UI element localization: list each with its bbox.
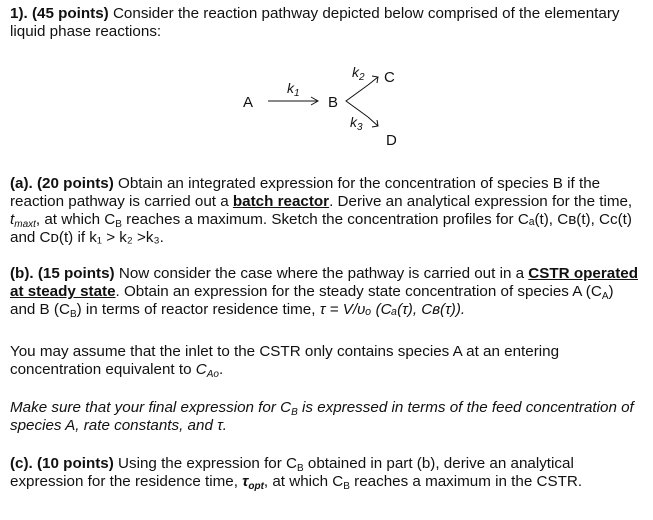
- part-c-text-3: , at which C: [263, 473, 344, 490]
- part-c-label: (c). (10 points): [10, 455, 114, 472]
- part-b-ca-sub: A: [601, 291, 609, 302]
- part-b-text-4: ) in terms of reactor residence time,: [76, 301, 320, 318]
- final-expression-note: [10, 399, 642, 435]
- part-a-text-4: reaches a maximum. Sketch the concentration profiles for: [121, 211, 518, 228]
- question-1-text: Consider the reaction pathway depicted below comprised of the elementary liquid phase reactions:: [10, 5, 620, 40]
- note-1-end: .: [218, 361, 224, 378]
- part-c-text-1: Using the expression for C: [113, 455, 297, 472]
- note-1-text: You may assume that the inlet to the CSTR only contains species A at an entering concentration equivalent to: [10, 343, 560, 378]
- species-c: C: [384, 69, 395, 86]
- note-2-text-2: is expressed in terms of the feed concentration of species A, rate constants, and: [10, 399, 634, 434]
- inlet-assumption-note: [10, 343, 642, 379]
- arrow-to-c: [368, 76, 378, 85]
- rate-constant-k1: $k_1$: [287, 80, 300, 99]
- c-ao-symbol: $C_{Ao}$: [195, 361, 219, 380]
- species-d: D: [386, 132, 397, 149]
- part-a-profiles: Cₐ(t), Cʙ(t), Cᴄ(t) and Cᴅ(t) if k₁ > k₂ >k₃.: [10, 211, 632, 246]
- arrow-to-d: [368, 117, 378, 127]
- part-a-cb-sub: B: [115, 219, 122, 230]
- part-b-text-2: . Obtain an expression for the steady state concentration of species A (C: [115, 283, 602, 300]
- part-c-text-2: obtained in part (b), derive an analytical expression for the residence time,: [10, 455, 574, 490]
- note-2-tau: τ.: [217, 417, 228, 434]
- part-c-cb-sub-2: B: [343, 481, 350, 492]
- note-2-cb-sub: B: [291, 407, 298, 418]
- tau-opt-symbol: $\tau_{opt}$: [242, 473, 264, 492]
- batch-reactor-emphasis: batch reactor: [232, 193, 330, 210]
- part-a-text-1: Obtain an integrated expression for the concentration of species B if the reaction pathway is carried out a: [10, 175, 601, 210]
- cstr-emphasis: CSTR operated at steady state: [10, 265, 638, 300]
- part-c: [10, 455, 642, 491]
- part-a: [10, 175, 642, 247]
- part-a-label: (a). (20 points): [10, 175, 114, 192]
- part-b-cb-sub: B: [69, 309, 77, 320]
- part-b-text-3: ) and B (C: [10, 283, 614, 318]
- arrow-a-to-b: [268, 97, 318, 105]
- rate-constant-k3: $k_3$: [350, 114, 363, 133]
- part-c-text-4: reaches a maximum in the CSTR.: [349, 473, 583, 490]
- part-a-text-3: , at which C: [35, 211, 116, 228]
- t-max-symbol: $t_{maxt}$: [10, 211, 36, 230]
- reaction-scheme: [0, 55, 653, 165]
- question-1-label: 1). (45 points): [10, 5, 109, 22]
- part-b-text-1: Now consider the case where the pathway is carried out in a: [114, 265, 529, 282]
- part-c-cb-sub: B: [296, 463, 304, 474]
- branch-b-to-c-and-d: [346, 85, 368, 117]
- part-b: [10, 265, 642, 319]
- part-b-label: (b). (15 points): [10, 265, 115, 282]
- residence-time-definition: τ = V/υₒ (Cₐ(τ), Cʙ(τ)).: [319, 301, 466, 318]
- species-a: A: [243, 94, 254, 111]
- question-1-intro: [10, 5, 642, 41]
- rate-constant-k2: $k_2$: [352, 64, 365, 83]
- species-b: B: [328, 94, 339, 111]
- note-2-text-1: Make sure that your final expression for C: [10, 399, 292, 416]
- part-a-text-2: . Derive an analytical expression for the time,: [329, 193, 633, 210]
